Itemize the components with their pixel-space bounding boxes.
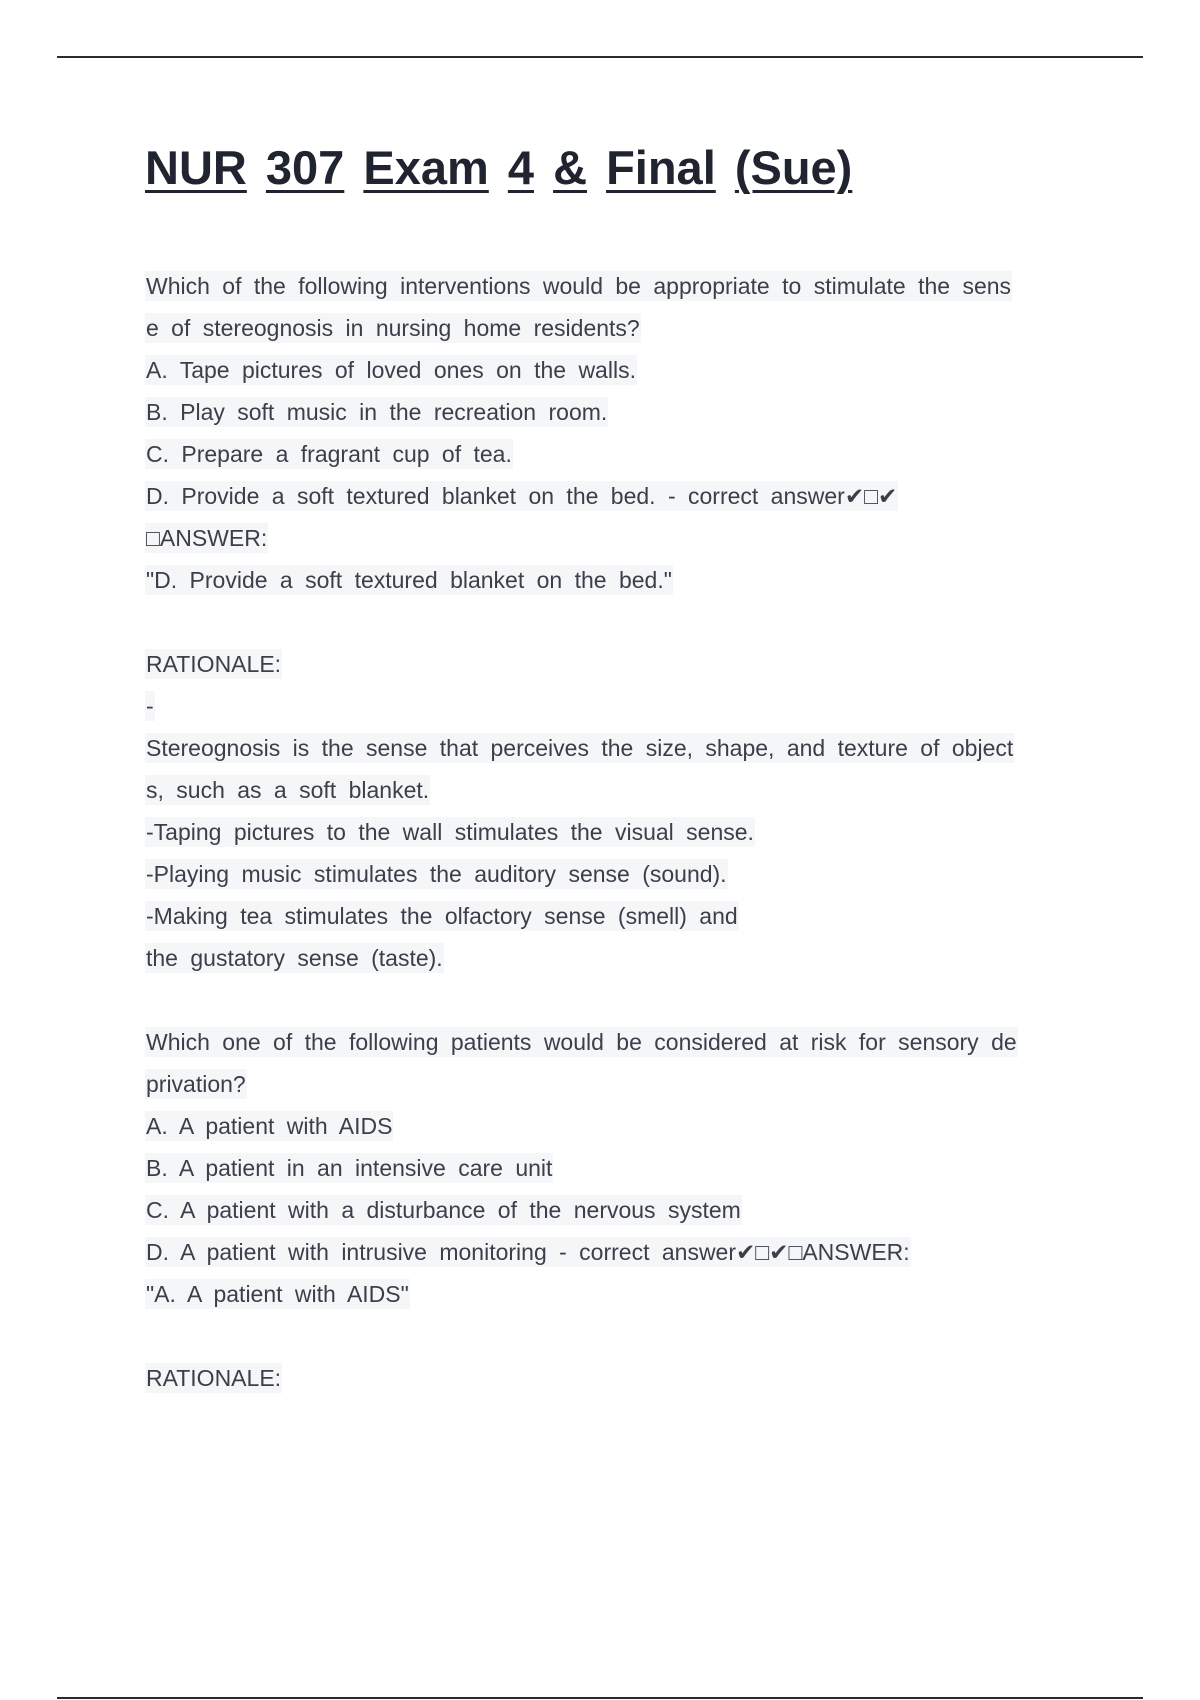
title-word: Exam <box>363 141 489 194</box>
rationale-line: -Taping pictures to the wall stimulates the visual sense. <box>146 819 754 845</box>
rationale-line: the gustatory sense (taste). <box>146 945 443 971</box>
answer-option: B. A patient in an intensive care unit <box>146 1155 553 1181</box>
answer-option: C. A patient with a disturbance of the nervous system <box>146 1197 741 1223</box>
answer-text: "A. A patient with AIDS" <box>146 1281 409 1307</box>
answer-option: A. A patient with AIDS <box>146 1113 393 1139</box>
rationale-line: -Playing music stimulates the auditory sense (sound). <box>146 861 727 887</box>
answer-option: B. Play soft music in the recreation room. <box>146 399 608 425</box>
question-stem-line: e of stereognosis in nursing home residents? <box>146 315 640 341</box>
answer-text: "D. Provide a soft textured blanket on the bed." <box>146 567 672 593</box>
document-body <box>145 266 1085 1399</box>
rationale-label: RATIONALE: <box>146 651 282 677</box>
spacer <box>145 979 1085 1021</box>
title-word: & <box>553 141 588 194</box>
question-stem-line: Which of the following interventions would be appropriate to stimulate the sens <box>146 273 1012 299</box>
answer-option: C. Prepare a fragrant cup of tea. <box>146 441 512 467</box>
answer-option: D. Provide a soft textured blanket on the bed. - correct answer✔□✔ <box>146 483 898 509</box>
title-word: Final <box>606 141 716 194</box>
answer-option: D. A patient with intrusive monitoring - correct answer✔□✔□ANSWER: <box>146 1239 910 1265</box>
rationale-label: RATIONALE: <box>146 1365 282 1391</box>
document-title <box>145 140 852 195</box>
spacer <box>145 601 1085 643</box>
bottom-rule <box>57 1697 1143 1699</box>
rationale-line: Stereognosis is the sense that perceives the size, shape, and texture of object <box>146 735 1014 761</box>
answer-label: □ANSWER: <box>146 525 268 551</box>
question-stem-line: Which one of the following patients would be considered at risk for sensory de <box>146 1029 1017 1055</box>
rationale-line: -Making tea stimulates the olfactory sense (smell) and <box>146 903 738 929</box>
question-stem-line: privation? <box>146 1071 246 1097</box>
rationale-line: - <box>146 693 154 719</box>
spacer <box>145 1315 1085 1357</box>
title-word: (Sue) <box>734 141 853 194</box>
top-rule <box>57 56 1143 58</box>
title-word: 307 <box>265 141 345 194</box>
title-word: NUR <box>145 141 247 194</box>
rationale-line: s, such as a soft blanket. <box>146 777 430 803</box>
title-word: 4 <box>507 141 534 194</box>
answer-option: A. Tape pictures of loved ones on the walls. <box>146 357 636 383</box>
